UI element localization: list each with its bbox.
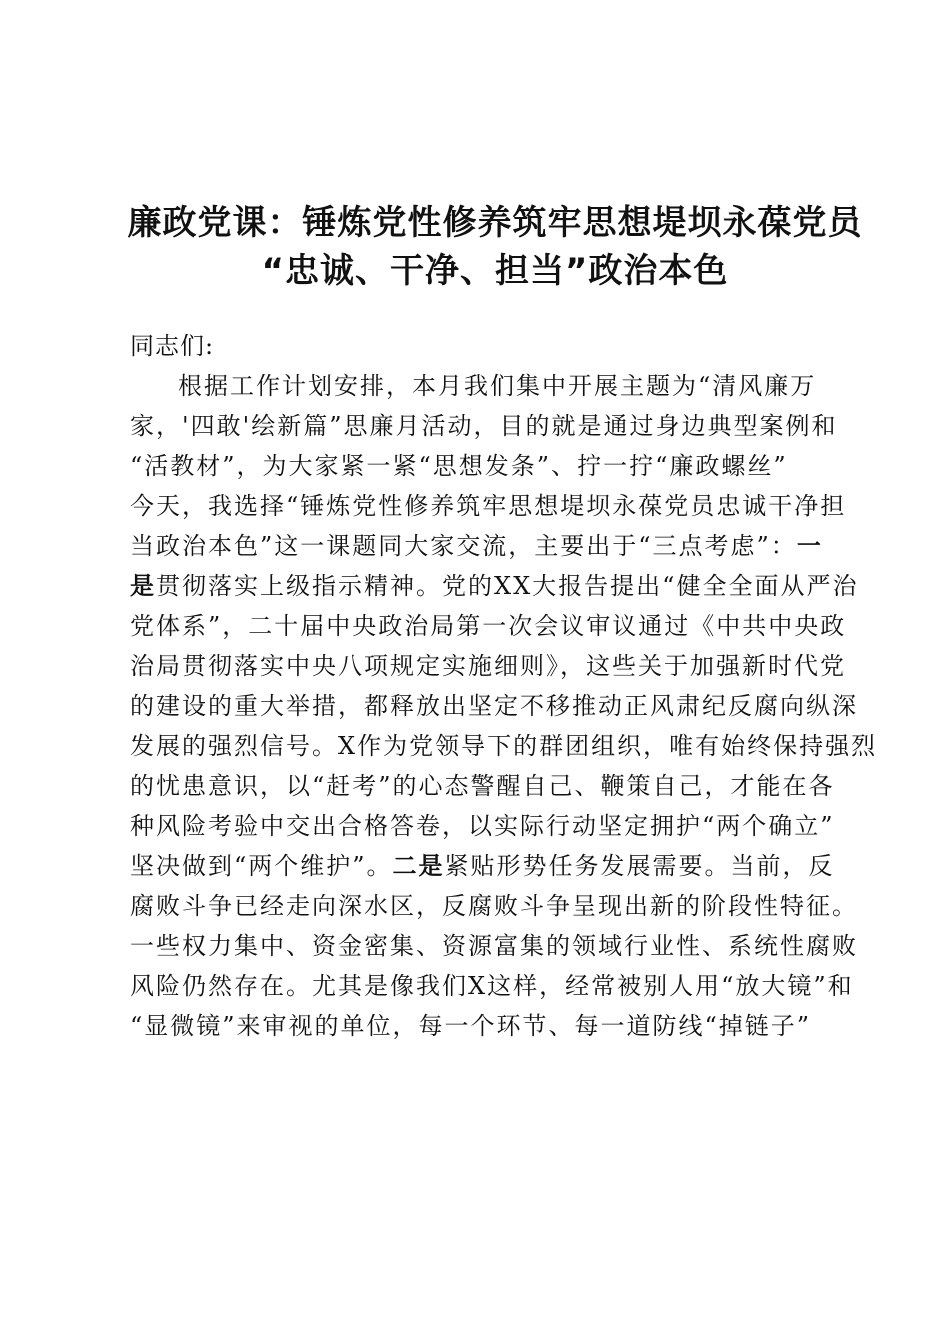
body-line <box>130 526 860 566</box>
emphasis-second: 二是 <box>392 852 445 880</box>
body-line: 的忧患意识，以“赶考”的心态警醒自己、鞭策自己，才能在各 <box>130 772 835 800</box>
body-line: “显微镜”来审视的单位，每一个环节、每一道防线“掉链子” <box>130 1012 812 1040</box>
salutation: 同志们: <box>130 332 215 360</box>
body-line: 治局贯彻落实中央八项规定实施细则》，这些关于加强新时代党 <box>130 652 846 680</box>
body-line <box>130 566 860 606</box>
body-line: 根据工作计划安排，本月我们集中开展主题为“清风廉万 <box>178 372 817 400</box>
emphasis-first-b: 是 <box>130 572 156 600</box>
body-line: 风险仍然存在。尤其是像我们X这样，经常被别人用“放大镜”和 <box>130 972 854 1000</box>
body-line-text: 贯彻落实上级指示精神。党的XX大报告提出“健全全面从严治 <box>156 572 859 600</box>
body-line-text: 坚决做到“两个维护”。 <box>130 852 393 880</box>
body-line: 党体系”，二十届中央政治局第一次会议审议通过《中共中央政 <box>130 612 847 640</box>
body-line: 家，'四敢'绘新篇”思廉月活动，目的就是通过身边典型案例和 <box>130 412 838 440</box>
body-line: 发展的强烈信号。X作为党领导下的群团组织，唯有始终保持强烈 <box>130 732 878 760</box>
body-line: 今天，我选择“锤炼党性修养筑牢思想堤坝永葆党员忠诚干净担 <box>130 492 847 520</box>
body-line: 一些权力集中、资金密集、资源富集的领域行业性、系统性腐败 <box>130 932 858 960</box>
body-line-text: 紧贴形势任务发展需要。当前，反 <box>444 852 835 880</box>
body-line: 的建设的重大举措，都释放出坚定不移推动正风肃纪反腐向纵深 <box>130 692 858 720</box>
document-title-line-2: “忠诚、干净、担当”政治本色 <box>261 251 729 291</box>
body-line: 种风险考验中交出合格答卷，以实际行动坚定拥护“两个确立” <box>130 812 835 840</box>
body-line-text: 当政治本色”这一课题同大家交流，主要出于“三点考虑”： <box>130 532 797 560</box>
emphasis-first-a: 一 <box>796 532 823 560</box>
body-line: “活教材”，为大家紧一紧“思想发条”、拧一拧“廉政螺丝” <box>130 452 788 480</box>
body-line <box>130 846 860 886</box>
document-title-line-1: 廉政党课：锤炼党性修养筑牢思想堤坝永葆党员 <box>127 203 863 243</box>
body-line: 腐败斗争已经走向深水区，反腐败斗争呈现出新的阶段性特征。 <box>130 892 858 920</box>
